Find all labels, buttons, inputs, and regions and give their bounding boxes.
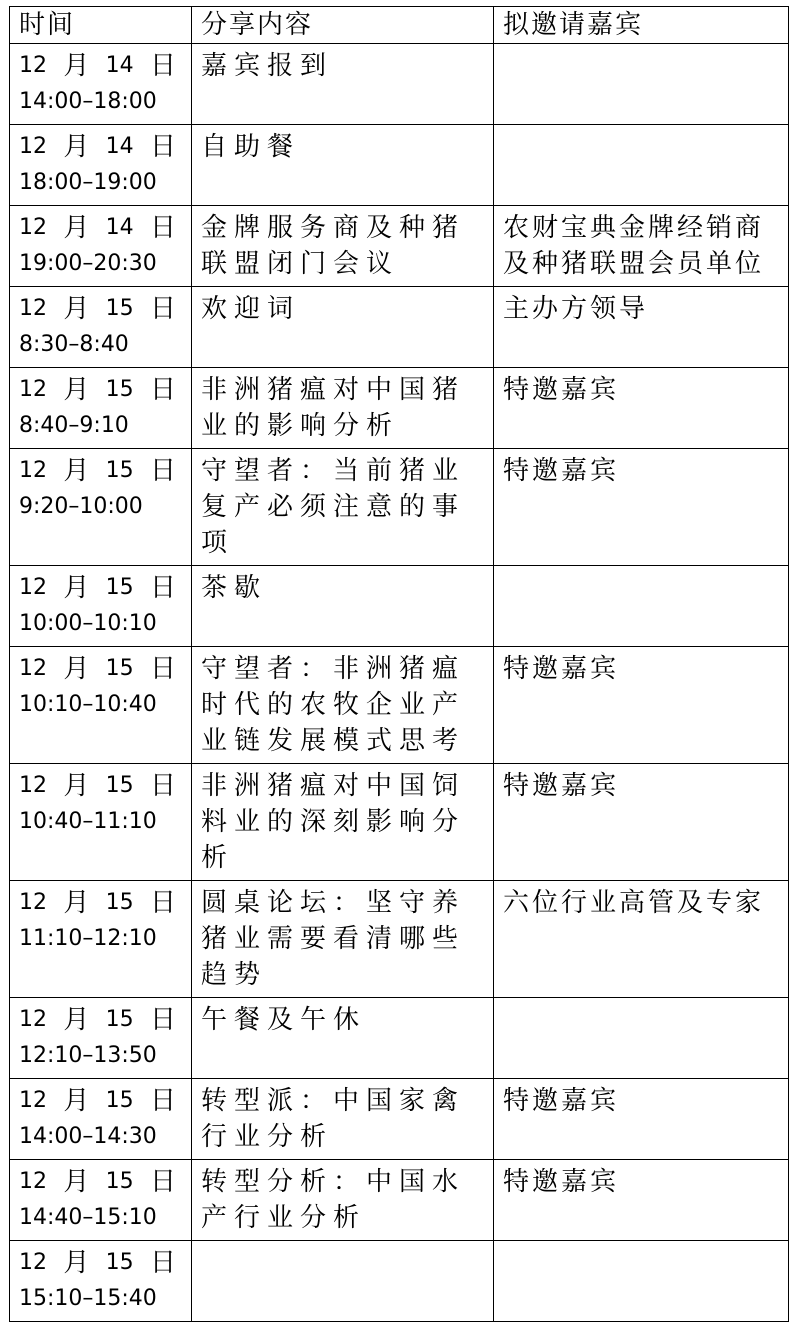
topic-text: 守望者：当前猪业复产必须注意的事项 xyxy=(201,456,466,558)
time-range: 10:10–10:40 xyxy=(19,692,157,717)
topic-text: 转型派：中国家禽行业分析 xyxy=(201,1086,466,1152)
topic-text: 守望者：非洲猪瘟时代的农牧企业产业链发展模式思考 xyxy=(201,654,466,756)
date-day: 15 xyxy=(105,1250,134,1275)
time-cell xyxy=(10,1241,192,1322)
date-day-unit: 日 xyxy=(149,1167,176,1197)
time-range: 18:00–19:00 xyxy=(19,170,157,195)
table-row xyxy=(10,449,789,566)
date-line xyxy=(19,768,184,804)
date-month-unit: 月 xyxy=(63,1005,90,1035)
table-row xyxy=(10,998,789,1079)
guest-cell xyxy=(494,1079,789,1160)
time-range: 19:00–20:30 xyxy=(19,251,157,276)
date-day: 15 xyxy=(105,890,134,915)
time-cell xyxy=(10,368,192,449)
topic-cell xyxy=(192,1241,494,1322)
topic-text: 嘉宾报到 xyxy=(201,51,334,81)
table-row xyxy=(10,764,789,881)
time-cell xyxy=(10,647,192,764)
date-day-unit: 日 xyxy=(149,375,176,405)
date-day: 14 xyxy=(105,53,134,78)
date-line xyxy=(19,453,184,489)
date-month: 12 xyxy=(19,134,47,159)
time-range: 9:20–10:00 xyxy=(19,494,143,519)
table-row xyxy=(10,1241,789,1322)
time-range: 15:10–15:40 xyxy=(19,1286,157,1311)
guest-cell xyxy=(494,1160,789,1241)
date-line xyxy=(19,372,184,408)
guest-text: 特邀嘉宾 xyxy=(503,1086,620,1116)
date-line xyxy=(19,570,184,606)
guest-text: 特邀嘉宾 xyxy=(503,375,620,405)
date-day-unit: 日 xyxy=(149,1005,176,1035)
date-month-unit: 月 xyxy=(63,888,90,918)
date-line xyxy=(19,1083,184,1119)
date-month: 12 xyxy=(19,575,47,600)
time-range: 8:30–8:40 xyxy=(19,332,129,357)
date-line xyxy=(19,1002,184,1038)
topic-cell xyxy=(192,287,494,368)
time-cell xyxy=(10,125,192,206)
time-range: 10:40–11:10 xyxy=(19,809,157,834)
date-day-unit: 日 xyxy=(149,213,176,243)
date-month-unit: 月 xyxy=(63,456,90,486)
guest-cell xyxy=(494,647,789,764)
time-cell xyxy=(10,449,192,566)
time-range: 14:00–18:00 xyxy=(19,89,157,114)
date-day: 15 xyxy=(105,458,134,483)
guest-cell xyxy=(494,44,789,125)
guest-cell xyxy=(494,287,789,368)
table-row xyxy=(10,206,789,287)
date-day-unit: 日 xyxy=(149,132,176,162)
time-cell xyxy=(10,206,192,287)
time-range: 14:40–15:10 xyxy=(19,1205,157,1230)
date-line xyxy=(19,291,184,327)
guest-cell xyxy=(494,206,789,287)
time-cell xyxy=(10,44,192,125)
date-month-unit: 月 xyxy=(63,1167,90,1197)
guest-text: 特邀嘉宾 xyxy=(503,771,620,801)
table-row xyxy=(10,125,789,206)
guest-cell xyxy=(494,449,789,566)
topic-text: 圆桌论坛：坚守养猪业需要看清哪些趋势 xyxy=(201,888,466,990)
date-month-unit: 月 xyxy=(63,51,90,81)
date-month: 12 xyxy=(19,377,47,402)
time-range: 11:10–12:10 xyxy=(19,926,157,951)
topic-text: 自助餐 xyxy=(201,132,301,162)
date-day: 15 xyxy=(105,773,134,798)
time-range: 14:00–14:30 xyxy=(19,1124,157,1149)
topic-text: 金牌服务商及种猪联盟闭门会议 xyxy=(201,213,466,279)
time-range: 12:10–13:50 xyxy=(19,1043,157,1068)
date-line xyxy=(19,210,184,246)
date-month: 12 xyxy=(19,296,47,321)
table-row xyxy=(10,1160,789,1241)
topic-text: 欢迎词 xyxy=(201,294,301,324)
date-month-unit: 月 xyxy=(63,132,90,162)
date-month-unit: 月 xyxy=(63,1248,90,1278)
header-time: 时间 xyxy=(10,7,192,44)
time-cell xyxy=(10,566,192,647)
date-month: 12 xyxy=(19,458,47,483)
topic-cell xyxy=(192,125,494,206)
guest-text: 特邀嘉宾 xyxy=(503,456,620,486)
date-month-unit: 月 xyxy=(63,573,90,603)
time-cell xyxy=(10,764,192,881)
topic-cell xyxy=(192,647,494,764)
guest-cell xyxy=(494,368,789,449)
table-row xyxy=(10,368,789,449)
topic-text: 转型分析：中国水产行业分析 xyxy=(201,1167,466,1233)
table-row xyxy=(10,881,789,998)
date-month: 12 xyxy=(19,773,47,798)
date-line xyxy=(19,1245,184,1281)
topic-cell xyxy=(192,206,494,287)
guest-cell xyxy=(494,881,789,998)
date-line xyxy=(19,129,184,165)
time-cell xyxy=(10,998,192,1079)
agenda-table-body xyxy=(10,44,789,1322)
date-day-unit: 日 xyxy=(149,1248,176,1278)
date-month-unit: 月 xyxy=(63,213,90,243)
date-month: 12 xyxy=(19,53,47,78)
date-month: 12 xyxy=(19,890,47,915)
topic-cell xyxy=(192,764,494,881)
guest-text: 六位行业高管及专家 xyxy=(503,888,765,918)
table-row xyxy=(10,647,789,764)
agenda-table xyxy=(9,6,789,1322)
date-day-unit: 日 xyxy=(149,456,176,486)
date-day: 15 xyxy=(105,575,134,600)
date-day: 15 xyxy=(105,1088,134,1113)
date-month: 12 xyxy=(19,1169,47,1194)
header-row xyxy=(10,7,789,44)
date-month-unit: 月 xyxy=(63,294,90,324)
time-range: 10:00–10:10 xyxy=(19,611,157,636)
date-day-unit: 日 xyxy=(149,51,176,81)
date-day-unit: 日 xyxy=(149,771,176,801)
topic-cell xyxy=(192,1079,494,1160)
date-day: 15 xyxy=(105,296,134,321)
date-day: 14 xyxy=(105,215,134,240)
guest-text: 特邀嘉宾 xyxy=(503,1167,620,1197)
topic-cell xyxy=(192,566,494,647)
date-day-unit: 日 xyxy=(149,1086,176,1116)
time-cell xyxy=(10,1160,192,1241)
time-cell xyxy=(10,881,192,998)
topic-cell xyxy=(192,881,494,998)
date-month-unit: 月 xyxy=(63,654,90,684)
time-cell xyxy=(10,1079,192,1160)
date-day: 15 xyxy=(105,1169,134,1194)
date-month: 12 xyxy=(19,1007,47,1032)
table-row xyxy=(10,566,789,647)
date-month-unit: 月 xyxy=(63,1086,90,1116)
date-day-unit: 日 xyxy=(149,573,176,603)
topic-text: 非洲猪瘟对中国饲料业的深刻影响分析 xyxy=(201,771,466,873)
guest-cell xyxy=(494,125,789,206)
topic-text: 午餐及午休 xyxy=(201,1005,367,1035)
date-day: 14 xyxy=(105,134,134,159)
topic-cell xyxy=(192,998,494,1079)
time-cell xyxy=(10,287,192,368)
guest-cell xyxy=(494,998,789,1079)
topic-cell xyxy=(192,449,494,566)
topic-cell xyxy=(192,1160,494,1241)
topic-cell xyxy=(192,44,494,125)
table-row xyxy=(10,287,789,368)
date-day-unit: 日 xyxy=(149,654,176,684)
topic-cell xyxy=(192,368,494,449)
date-day-unit: 日 xyxy=(149,888,176,918)
guest-text: 农财宝典金牌经销商及种猪联盟会员单位 xyxy=(503,213,765,279)
date-line xyxy=(19,651,184,687)
date-month: 12 xyxy=(19,1088,47,1113)
agenda-table-header xyxy=(10,7,789,44)
date-month: 12 xyxy=(19,656,47,681)
date-month: 12 xyxy=(19,1250,47,1275)
guest-text: 特邀嘉宾 xyxy=(503,654,620,684)
table-row xyxy=(10,1079,789,1160)
date-day: 15 xyxy=(105,377,134,402)
header-guest: 拟邀请嘉宾 xyxy=(494,7,789,44)
topic-text: 茶歇 xyxy=(201,573,268,603)
topic-text: 非洲猪瘟对中国猪业的影响分析 xyxy=(201,375,466,441)
guest-cell xyxy=(494,566,789,647)
date-line xyxy=(19,1164,184,1200)
date-month: 12 xyxy=(19,215,47,240)
table-row xyxy=(10,44,789,125)
date-day: 15 xyxy=(105,1007,134,1032)
date-line xyxy=(19,885,184,921)
guest-cell xyxy=(494,1241,789,1322)
time-range: 8:40–9:10 xyxy=(19,413,129,438)
date-month-unit: 月 xyxy=(63,375,90,405)
date-line xyxy=(19,48,184,84)
guest-text: 主办方领导 xyxy=(503,294,649,324)
date-day-unit: 日 xyxy=(149,294,176,324)
header-topic: 分享内容 xyxy=(192,7,494,44)
date-day: 15 xyxy=(105,656,134,681)
guest-cell xyxy=(494,764,789,881)
date-month-unit: 月 xyxy=(63,771,90,801)
